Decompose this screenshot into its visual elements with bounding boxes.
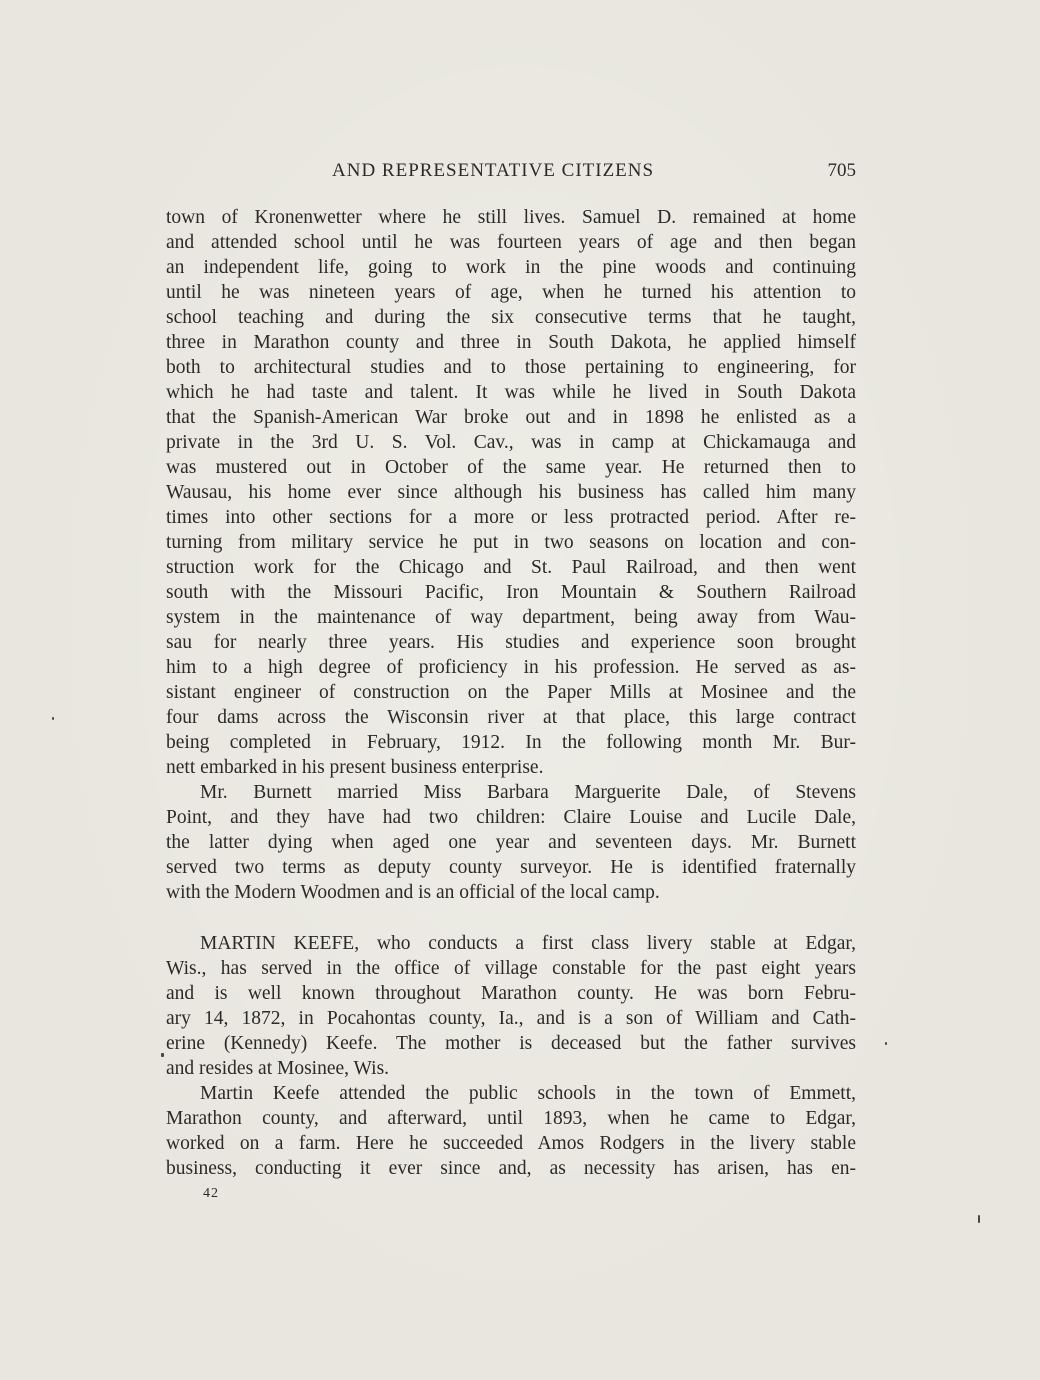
text-line: that the Spanish-American War broke out and in 1898 he enlisted as a (166, 407, 856, 428)
text-line: served two terms as deputy county surveyor. He is identified fraternally (166, 857, 856, 878)
text-line: sau for nearly three years. His studies and experience soon brought (166, 632, 856, 653)
text-line: which he had taste and talent. It was while he lived in South Dakota (166, 382, 856, 403)
text-line: Point, and they have had two children: Claire Louise and Lucile Dale, (166, 807, 856, 828)
text-line: system in the maintenance of way department, being away from Wau- (166, 607, 856, 628)
text-line: business, conducting it ever since and, as necessity has arisen, has en- (166, 1158, 856, 1179)
text-line: Mr. Burnett married Miss Barbara Marguerite Dale, of Stevens (200, 782, 856, 803)
text-line: an independent life, going to work in the pine woods and continuing (166, 257, 856, 278)
text-line: with the Modern Woodmen and is an official of the local camp. (166, 882, 660, 903)
text-line: ary 14, 1872, in Pocahontas county, Ia., and is a son of William and Cath- (166, 1008, 856, 1029)
text-line: town of Kronenwetter where he still lives. Samuel D. remained at home (166, 207, 856, 228)
text-line: both to architectural studies and to those pertaining to engineering, for (166, 357, 856, 378)
text-line: the latter dying when aged one year and seventeen days. Mr. Burnett (166, 832, 856, 853)
text-line: and is well known throughout Marathon county. He was born Febru- (166, 983, 856, 1004)
text-line: him to a high degree of proficiency in his profession. He served as as- (166, 657, 856, 678)
text-line: MARTIN KEEFE, who conducts a first class livery stable at Edgar, (200, 933, 856, 954)
page-number: 705 (827, 160, 856, 181)
text-line: and attended school until he was fourteen years of age and then began (166, 232, 856, 253)
paragraph-keefe-intro (166, 931, 856, 1081)
text-line: erine (Kennedy) Keefe. The mother is deceased but the father survives (166, 1033, 856, 1054)
ink-speck (885, 1042, 887, 1045)
body-text (166, 205, 856, 1181)
text-line: nett embarked in his present business enterprise. (166, 757, 544, 778)
text-line: private in the 3rd U. S. Vol. Cav., was in camp at Chickamauga and (166, 432, 856, 453)
paragraph-burnett-family (166, 780, 856, 905)
text-line: four dams across the Wisconsin river at that place, this large contract (166, 707, 856, 728)
ink-speck (978, 1215, 980, 1223)
text-line: Wausau, his home ever since although his business has called him many (166, 482, 856, 503)
text-line: worked on a farm. Here he succeeded Amos Rodgers in the livery stable (166, 1133, 856, 1154)
text-line: times into other sections for a more or less protracted period. After re- (166, 507, 856, 528)
text-line: school teaching and during the six consecutive terms that he taught, (166, 307, 856, 328)
text-line: three in Marathon county and three in South Dakota, he applied himself (166, 332, 856, 353)
page-header (166, 160, 856, 190)
text-line: Martin Keefe attended the public schools in the town of Emmett, (200, 1083, 856, 1104)
text-line: and resides at Mosinee, Wis. (166, 1058, 390, 1079)
paragraph-keefe-career (166, 1081, 856, 1181)
paragraph-burnett-career (166, 205, 856, 780)
text-line: turning from military service he put in two seasons on location and con- (166, 532, 856, 553)
text-line: Marathon county, and afterward, until 1893, when he came to Edgar, (166, 1108, 856, 1129)
text-line: being completed in February, 1912. In the following month Mr. Bur- (166, 732, 856, 753)
signature-mark: 42 (203, 1186, 219, 1201)
text-line: until he was nineteen years of age, when he turned his attention to (166, 282, 856, 303)
ink-speck (161, 1053, 164, 1057)
ink-speck (52, 717, 54, 720)
text-line: south with the Missouri Pacific, Iron Mountain & Southern Railroad (166, 582, 856, 603)
text-line: Wis., has served in the office of village constable for the past eight years (166, 958, 856, 979)
text-line: was mustered out in October of the same year. He returned then to (166, 457, 856, 478)
section-gap (166, 905, 856, 931)
text-line: sistant engineer of construction on the Paper Mills at Mosinee and the (166, 682, 856, 703)
running-head: AND REPRESENTATIVE CITIZENS (332, 160, 655, 181)
text-line: struction work for the Chicago and St. Paul Railroad, and then went (166, 557, 856, 578)
